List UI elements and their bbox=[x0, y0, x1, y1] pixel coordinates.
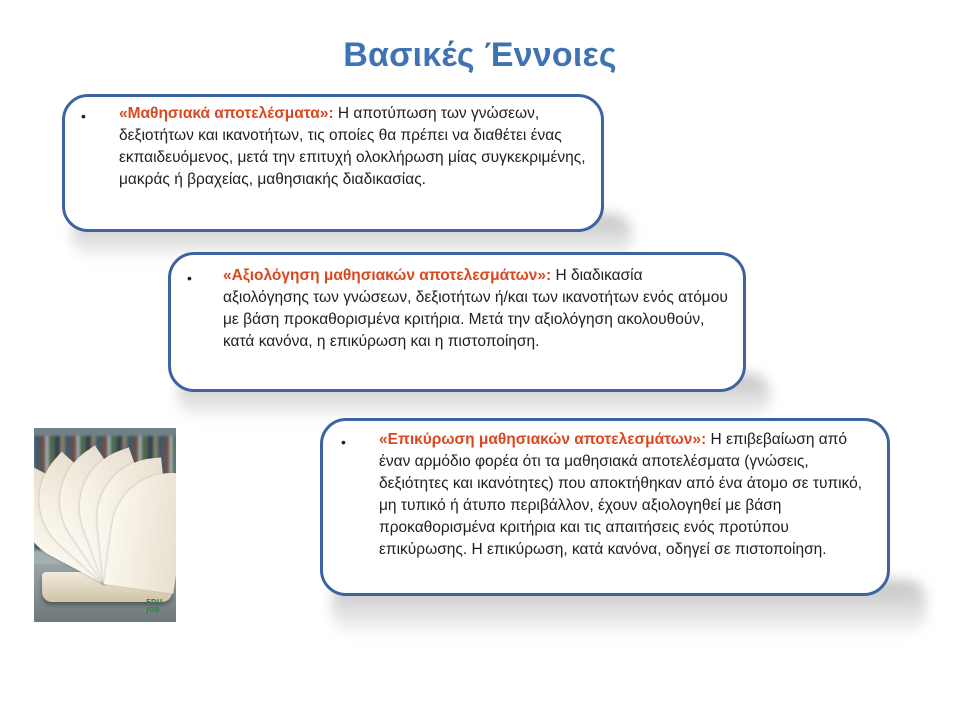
definition-card-validation bbox=[320, 418, 890, 596]
definition-term: «Αξιολόγηση μαθησιακών αποτελεσμάτων»: bbox=[223, 267, 552, 284]
definition-term: «Επικύρωση μαθησιακών αποτελεσμάτων»: bbox=[379, 431, 707, 448]
open-book-image bbox=[34, 428, 176, 622]
logo-mark: EDU JOB bbox=[146, 598, 163, 614]
definition-card-learning-outcomes bbox=[62, 94, 604, 232]
definition-text bbox=[223, 265, 729, 353]
definition-term: «Μαθησιακά αποτελέσματα»: bbox=[119, 105, 334, 122]
definition-body: Η αποτύπωση των γνώσεων, δεξιοτήτων και ικανοτήτων, τις οποίες θα πρέπει να διαθέτει ένας εκπαιδευόμενος, μετά την επιτυχή ολοκλήρωση μίας συγκεκριμένης, μακράς ή βραχείας, μαθησιακής διαδικασίας. bbox=[119, 105, 586, 188]
bullet-marker: • bbox=[341, 434, 346, 450]
definition-body: Η επιβεβαίωση από έναν αρμόδιο φορέα ότι τα μαθησιακά αποτελέσματα (γνώσεις, δεξιότητες και ικανότητες) που αποκτήθηκαν από ένα άτομο σε τυπικό, μη τυπικό ή άτυπο περιβάλλον, έχουν αξιολογηθεί με βάση προκαθορισμένα κριτήρια και τις απαιτήσεις ενός προτύπου επικύρωσης. Η επικύρωση, κατά κανόνα, οδηγεί σε πιστοποίηση. bbox=[379, 431, 863, 558]
definition-text bbox=[119, 103, 595, 191]
slide-title: Βασικές Έννοιες bbox=[343, 36, 617, 74]
definition-card-assessment bbox=[168, 252, 746, 392]
definition-body: Η διαδικασία αξιολόγησης των γνώσεων, δεξιοτήτων ή/και των ικανοτήτων ενός ατόμου με βάση προκαθορισμένα κριτήρια. Μετά την αξιολόγηση ακολουθούν, κατά κανόνα, η επικύρωση και η πιστοποίηση. bbox=[223, 267, 728, 350]
definition-text bbox=[379, 429, 879, 561]
bullet-marker: • bbox=[187, 270, 192, 286]
bullet-marker: • bbox=[81, 108, 86, 124]
